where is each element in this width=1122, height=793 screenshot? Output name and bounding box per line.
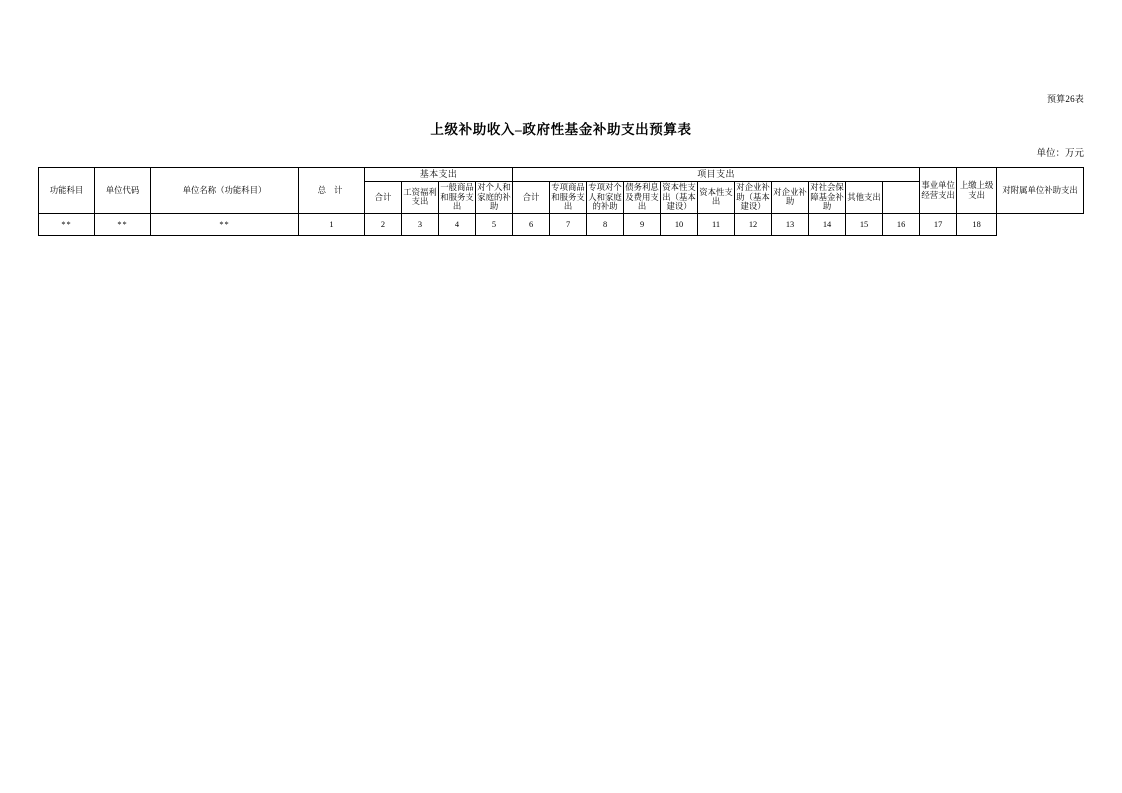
cell-column-number-12: 12 bbox=[735, 214, 772, 236]
budget-table bbox=[38, 167, 1084, 236]
header-project-special-goods-services: 专项商品和服务支出 bbox=[550, 181, 587, 214]
cell-functional-subject: ** bbox=[39, 214, 95, 236]
cell-column-number-6: 6 bbox=[513, 214, 550, 236]
unit-note-label: 单位：万元 bbox=[1036, 149, 1084, 159]
header-basic-individual-family-subsidy: 对个人和家庭的补助 bbox=[476, 181, 513, 214]
cell-column-number-16: 16 bbox=[883, 214, 920, 236]
cell-column-number-11: 11 bbox=[698, 214, 735, 236]
table-header-row-groups bbox=[39, 168, 1084, 182]
cell-unit-name: ** bbox=[151, 214, 299, 236]
cell-column-number-3: 3 bbox=[402, 214, 439, 236]
cell-column-number-4: 4 bbox=[439, 214, 476, 236]
header-basic-goods-services: 一般商品和服务支出 bbox=[439, 181, 476, 214]
header-project-special-individual-family-subsidy: 专项对个人和家庭的补助 bbox=[587, 181, 624, 214]
cell-column-number-10: 10 bbox=[661, 214, 698, 236]
table-row bbox=[39, 214, 1084, 236]
header-project-capital-expenditure: 资本性支出 bbox=[698, 181, 735, 214]
cell-column-number-2: 2 bbox=[365, 214, 402, 236]
header-project-enterprise-subsidy: 对企业补助 bbox=[772, 181, 809, 214]
header-group-project-expenditure: 项目支出 bbox=[513, 168, 920, 182]
cell-column-number-7: 7 bbox=[550, 214, 587, 236]
header-project-other-expenditure: 其他支出 bbox=[846, 181, 883, 214]
cell-column-number-13: 13 bbox=[772, 214, 809, 236]
header-basic-total: 合计 bbox=[365, 181, 402, 214]
header-payment-to-higher-level: 上缴上级支出 bbox=[957, 168, 997, 214]
cell-column-number-1: 1 bbox=[299, 214, 365, 236]
header-project-capital-expenditure-basic-construction: 资本性支出（基本建设） bbox=[661, 181, 698, 214]
header-unit-code: 单位代码 bbox=[95, 168, 151, 214]
cell-column-number-17: 17 bbox=[920, 214, 957, 236]
cell-column-number-8: 8 bbox=[587, 214, 624, 236]
header-subsidy-to-subordinate-units: 对附属单位补助支出 bbox=[997, 168, 1084, 214]
header-project-debt-interest-fees: 债务利息及费用支出 bbox=[624, 181, 661, 214]
cell-column-number-15: 15 bbox=[846, 214, 883, 236]
page-title: 上级补助收入–政府性基金补助支出预算表 bbox=[430, 122, 692, 137]
form-code-label: 预算26表 bbox=[1046, 94, 1084, 104]
header-project-total: 合计 bbox=[513, 181, 550, 214]
cell-column-number-9: 9 bbox=[624, 214, 661, 236]
header-grand-total: 总 计 bbox=[299, 168, 365, 214]
header-project-enterprise-subsidy-basic-construction: 对企业补助（基本建设） bbox=[735, 181, 772, 214]
header-functional-subject: 功能科目 bbox=[39, 168, 95, 214]
cell-column-number-5: 5 bbox=[476, 214, 513, 236]
cell-column-number-14: 14 bbox=[809, 214, 846, 236]
header-basic-salary-welfare: 工资福利支出 bbox=[402, 181, 439, 214]
header-group-basic-expenditure: 基本支出 bbox=[365, 168, 513, 182]
cell-column-number-18: 18 bbox=[957, 214, 997, 236]
header-project-social-security-fund-subsidy: 对社会保障基金补助 bbox=[809, 181, 846, 214]
header-institution-operating-expenditure: 事业单位经营支出 bbox=[920, 168, 957, 214]
header-unit-name: 单位名称（功能科目） bbox=[151, 168, 299, 214]
cell-unit-code: ** bbox=[95, 214, 151, 236]
